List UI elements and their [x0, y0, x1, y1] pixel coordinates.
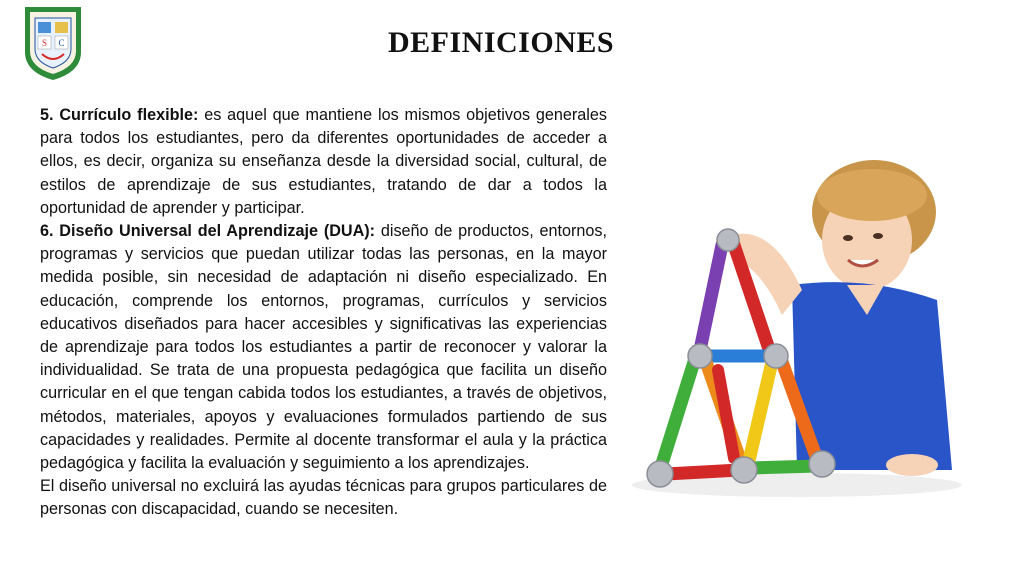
- closing-paragraph: El diseño universal no excluirá las ayudas técnicas para grupos particulares de personas con discapacidad, cuando se necesiten.: [40, 477, 607, 519]
- definitions-text: [40, 104, 607, 522]
- definition-6-text: diseño de productos, entornos, programas y servicios que puedan utilizar todas las personas, en la mayor medida posible, sin necesidad de adaptación ni diseño especializado. En educación, comprende los entornos, programas, currículos y servicios educativos diseñados para hacer accesibles y significativas las experiencias de aprendizaje para todos los estudiantes a partir de reconocer y valorar la individualidad. Se trata de una propuesta pedagógica que facilita un diseño curricular en el que tengan cabida todos los estudiantes, a través de objetivos, métodos, materiales, apoyos y evaluaciones formulados partiendo de sus capacidades y realidades. Permite al docente transformar el aula y la práctica pedagógica y facilita la evaluación y seguimiento a los aprendizajes.: [40, 222, 607, 473]
- definition-5: [40, 104, 607, 220]
- school-crest-logo: [22, 4, 84, 82]
- definition-6: [40, 220, 607, 475]
- definition-5-term: 5. Currículo flexible:: [40, 106, 199, 124]
- definition-6-term: 6. Diseño Universal del Aprendizaje (DUA):: [40, 222, 376, 241]
- child-toy-photo: [622, 140, 972, 520]
- svg-text:S: S: [41, 38, 48, 48]
- definition-5-text: es aquel que mantiene los mismos objetivos generales para todos los estudiantes, pero da diferentes oportunidades de acceder a ellos, es decir, organiza su enseñanza desde la diversidad social, cultural, de estilos de aprendizaje de sus estudiantes, tratando de dar a todos la oportunidad de aprender y participar.: [40, 106, 608, 217]
- page-title: DEFINICIONES: [388, 26, 615, 59]
- svg-text:C: C: [58, 38, 65, 48]
